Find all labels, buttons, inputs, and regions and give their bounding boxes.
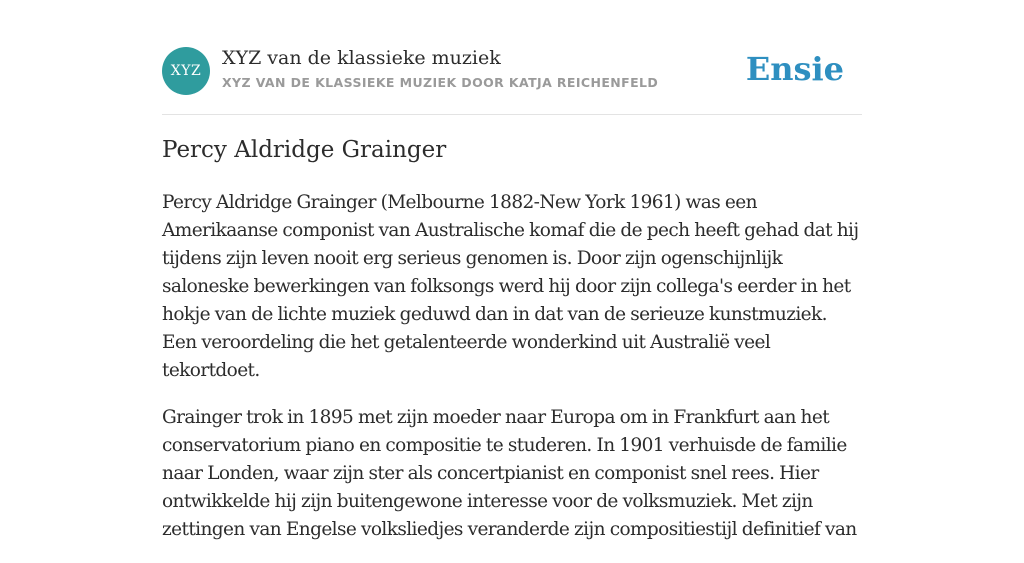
publication-title[interactable]: XYZ van de klassieke muziek [222, 47, 501, 69]
article-paragraph: Percy Aldridge Grainger (Melbourne 1882-New York 1961) was een Amerikaanse componist van Australische komaf die de pech heeft gehad dat hij tijdens zijn leven nooit erg serieus genomen is. Door zijn ogenschijnlijk saloneske bewerkingen van folksongs werd hij door zijn collega's eerder in het hokje van de lichte muziek geduwd dan in dat van de serieuze kunstmuziek. Een veroordeling die het getalenteerde wonderkind uit Australië veel tekortdoet. [162, 192, 859, 381]
publication-subtitle: XYZ VAN DE KLASSIEKE MUZIEK DOOR KATJA REICHENFELD [222, 75, 659, 90]
ensie-logo[interactable]: Ensie [745, 50, 844, 88]
article-paragraph: Grainger trok in 1895 met zijn moeder naar Europa om in Frankfurt aan het conservatorium piano en compositie te studeren. In 1901 verhuisde de familie naar Londen, waar zijn ster als concertpianist en componist snel rees. Hier ontwikkelde hij zijn buitengewone interesse voor de volksmuziek. Met zijn zettingen van Engelse volksliedjes veranderde zijn compositiestijl definitief van [162, 407, 857, 540]
avatar[interactable]: XYZ [162, 47, 210, 95]
article-body [162, 189, 862, 563]
article-title: Percy Aldridge Grainger [162, 137, 447, 163]
site-header [162, 46, 862, 115]
